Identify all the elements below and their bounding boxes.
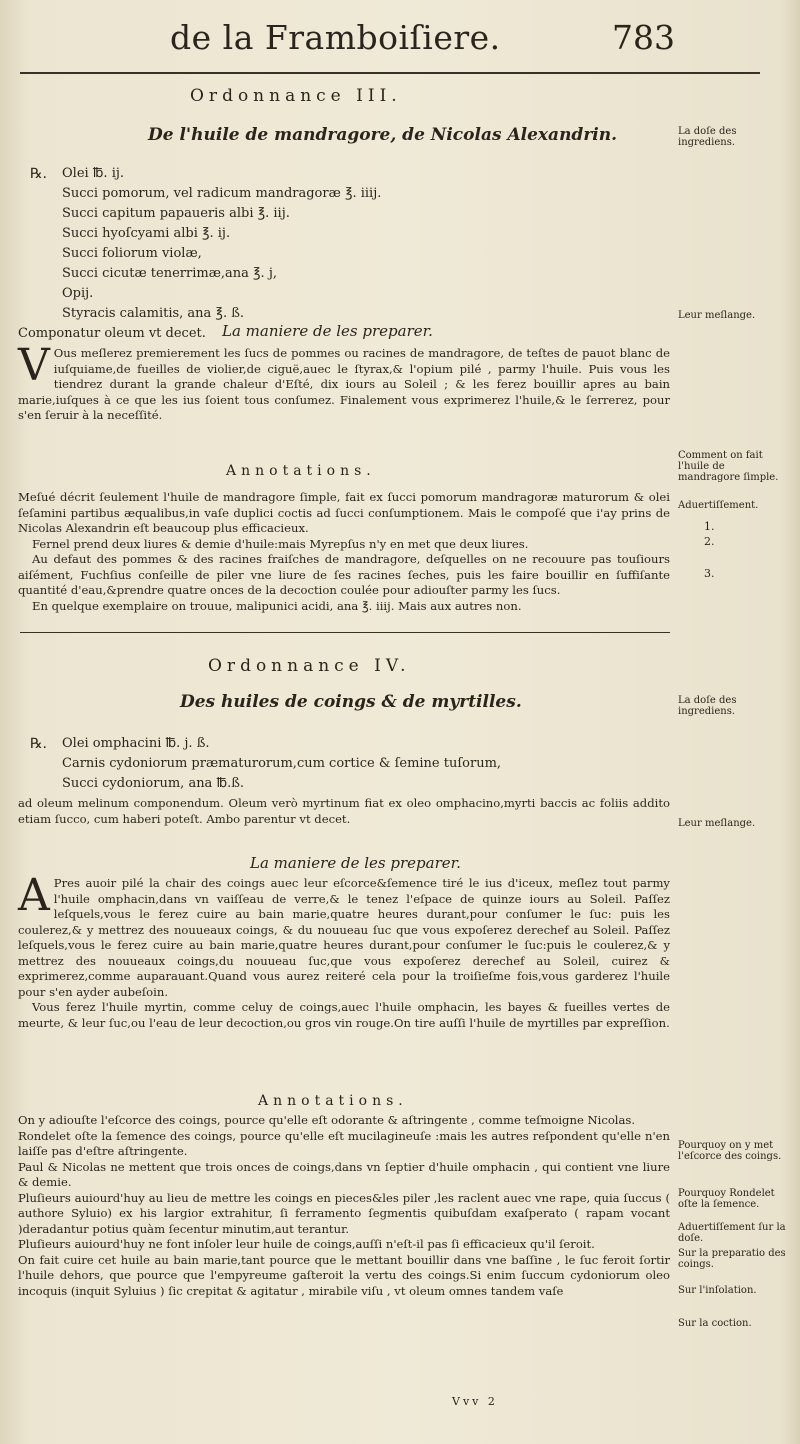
signature-mark: Vvv 2 <box>452 1395 498 1408</box>
drop-cap: A <box>18 870 50 921</box>
margin-note: Pourquoy Rondelet oſte la ſemence. <box>678 1188 775 1210</box>
recipe-line: Succi cicutæ tenerrimæ,ana ℥. j, <box>62 266 277 281</box>
recipe-symbol: ℞. <box>30 736 48 752</box>
annotation-paragraph: On y adiouſte l'eſcorce des coings, pource qu'elle eſt odorante & aſtringente , comme teſmoigne Nicolas. <box>18 1113 636 1127</box>
margin-note: La doſe des ingrediens. <box>678 695 737 717</box>
annotation-paragraph: On fait cuire cet huile au bain marie,tant pource que le mettant bouillir dans vne baſſine , le ſuc feroit ſortir l'huile dehors, que pource que l'empyreume gaſteroit la vertu des coings.Si enim ſuccum cydoniorum oleo incoquis (inquit Syluius ) ſic crepitat & agitatur , mirabile viſu , vt oleum omnes tandem vaſe <box>18 1252 670 1298</box>
margin-note: Aduertiſſement ſur la doſe. <box>678 1222 786 1244</box>
recipe-line: Olei omphacini ℔. j. ß. <box>62 736 210 751</box>
margin-note: La doſe des ingrediens. <box>678 126 737 148</box>
ordonnance-4-recipe <box>62 734 662 794</box>
recipe-line: Succi cydoniorum, ana ℔.ß. <box>62 776 245 791</box>
annotation-paragraph: Au defaut des pommes & des racines fraiſches de mandragore, deſquelles on ne recouure pas touſiours aiſément, Fuchſius conſeille de piler vne liure de ſes racines ſeches, puis les faire bouillir en ſuffiſante quantité d'eau,&prendre quatre onces de la decoction coulée pour adiouſter parmy les ſucs. <box>18 552 670 597</box>
ordonnance-4-heading: Ordonnance IV. <box>208 656 411 676</box>
ordonnance-4-recipe-tail: ad oleum melinum componendum. Oleum verò myrtinum fiat ex oleo omphacino,myrti baccis ac foliis addito etiam ſucco, cum haberi poteſt. Ambo parentur vt decet. <box>18 796 670 826</box>
margin-note: Comment on fait l'huile de mandragore ſimple. <box>678 450 779 483</box>
page-number: 783 <box>612 18 675 57</box>
ordonnance-3-heading: Ordonnance III. <box>190 86 402 106</box>
method-text: Ous meſlerez premierement les ſucs de pommes ou racines de mandragore, de teſtes de pauot blanc de iuſquiame,de fueilles de violier,de ciguë,auec le ſtyrax,& l'opium pilé , parmy l'huile. Puis vous les tiendrez durant la grande chaleur d'Eſté, dix iours au Soleil ; & les ferez bouillir apres au bain marie,iuſques à ce que les ius ſoient tous conſumez. Finalement vous exprimerez l'huile,& le ſerrerez, pour s'en ſeruir à la neceſſité. <box>18 346 670 422</box>
margin-number: 2. <box>704 535 715 548</box>
margin-note: Leur meſlange. <box>678 310 756 321</box>
ordonnance-4-subtitle: Des huiles de coings & de myrtilles. <box>180 692 522 712</box>
recipe-line: Succi pomorum, vel radicum mandragoræ ℥. iiij. <box>62 186 382 201</box>
method-text: Vous ferez l'huile myrtin, comme celuy de coings,auec l'huile omphacin, les bayes & fueilles vertes de meurte, & leur ſuc,ou l'eau de leur decoction,ou gros vin rouge.On tire auſſi l'huile de myrtilles par expreſſion. <box>18 1000 670 1030</box>
ordonnance-3-subtitle: De l'huile de mandragore, de Nicolas Alexandrin. <box>148 125 618 145</box>
ordonnance-3-method-title: La maniere de les preparer. <box>222 322 433 340</box>
annotation-paragraph: Meſué décrit ſeulement l'huile de mandragore ſimple, fait ex ſucci pomorum mandragoræ maturorum & olei ſeſamini partibus æqualibus,in vaſe duplici coctis ad ſucci conſumptionem. Mais le compoſé que i'ay prins de Nicolas Alexandrin eſt beaucoup plus efficacieux. <box>18 490 670 535</box>
recipe-line: Succi capitum papaueris albi ℥. iij. <box>62 206 290 221</box>
recipe-line: Opij. <box>62 286 94 301</box>
annotation-paragraph: Fernel prend deux liures & demie d'huile:mais Myrepſus n'y en met que deux liures. <box>32 536 529 551</box>
margin-number: 1. <box>704 520 715 533</box>
recipe-line: Succi foliorum violæ, <box>62 246 202 261</box>
ordonnance-4-annotations <box>18 1113 670 1299</box>
ordonnance-4-method-title: La maniere de les preparer. <box>250 854 461 872</box>
header-rule <box>20 72 760 74</box>
recipe-line: Olei ℔. ij. <box>62 166 125 181</box>
ordonnance-3-annotations-heading: Annotations. <box>226 463 376 479</box>
ordonnance-3-annotations <box>18 490 670 614</box>
recipe-line: Carnis cydoniorum præmaturorum,cum cortice & ſemine tuſorum, <box>62 756 502 771</box>
margin-note: Sur l'inſolation. <box>678 1285 757 1296</box>
annotation-paragraph: Paul & Nicolas ne mettent que trois onces de coings,dans vn ſeptier d'huile omphacin , qui contient vne liure & demie. <box>18 1159 670 1189</box>
margin-note: Sur la preparatio des coings. <box>678 1248 786 1270</box>
annotation-paragraph: En quelque exemplaire on trouue, malipunici acidi, ana ℥. iiij. Mais aux autres non. <box>32 598 522 613</box>
section-rule <box>20 632 670 633</box>
annotation-paragraph: Pluſieurs auiourd'huy ne font inſoler leur huile de coings,auſſi n'eſt-il pas ſi efficacieux qu'il ſeroit. <box>18 1237 595 1251</box>
recipe-symbol: ℞. <box>30 166 48 182</box>
ordonnance-3-method <box>18 340 670 424</box>
margin-note: Leur meſlange. <box>678 818 756 829</box>
method-text: Pres auoir pilé la chair des coings auec leur eſcorce&ſemence tiré le ius d'iceux, meſlez tout parmy l'huile omphacin,dans vn vaiſſeau de verre,& le tenez l'eſpace de quinze iours au Soleil. Paſſez leſquels,vous le ferez cuire au bain marie,quatre heures durant,pour conſumer le ſuc: puis les coulerez,& y mettrez des nouueaux coings, & du nouueau ſuc que vous expoſerez derechef au Soleil. Paſſez leſquels,vous le ferez cuire au bain marie,quatre heures durant,pour conſumer le ſuc:puis le coulerez,& y mettrez des nouueaux coings,du nouueau ſuc,que vous expoſerez derechef au Soleil, cuirez & exprimerez,comme auparauant.Quand vous aurez reiteré cela pour la troiſieſme fois,vous garderez l'huile pour s'en ayder aubeſoin. <box>18 876 670 999</box>
ordonnance-3-recipe <box>18 164 382 344</box>
running-head: de la Framboiſiere. <box>170 18 501 57</box>
margin-note: Pourquoy on y met l'eſcorce des coings. <box>678 1140 782 1162</box>
margin-note: Aduertiſſement. <box>678 500 759 511</box>
margin-number: 3. <box>704 567 715 580</box>
ordonnance-4-method <box>18 870 670 1031</box>
recipe-line: Succi hyoſcyami albi ℥. ij. <box>62 226 231 241</box>
ordonnance-4-annotations-heading: Annotations. <box>258 1093 408 1109</box>
drop-cap: V <box>18 340 50 391</box>
recipe-line: Styracis calamitis, ana ℥. ß. <box>62 306 245 321</box>
recipe-line: Componatur oleum vt decet. <box>18 326 206 341</box>
margin-note: Sur la coction. <box>678 1318 752 1329</box>
annotation-paragraph: Rondelet oſte la ſemence des coings, pource qu'elle eſt mucilagineuſe :mais les autres reſpondent qu'elle n'en laiſſe pas d'eſtre aſtringente. <box>18 1128 670 1158</box>
annotation-paragraph: Pluſieurs auiourd'huy au lieu de mettre les coings en pieces&les piler ,les raclent auec vne rape, quia ſuccus ( authore Syluio) ex his largior extrahitur, ſi ferramento ſegmentis quibuſdam exaſperato ( rapam vocant )deradantur potius quàm ſecentur minutim,aut terantur. <box>18 1190 670 1236</box>
